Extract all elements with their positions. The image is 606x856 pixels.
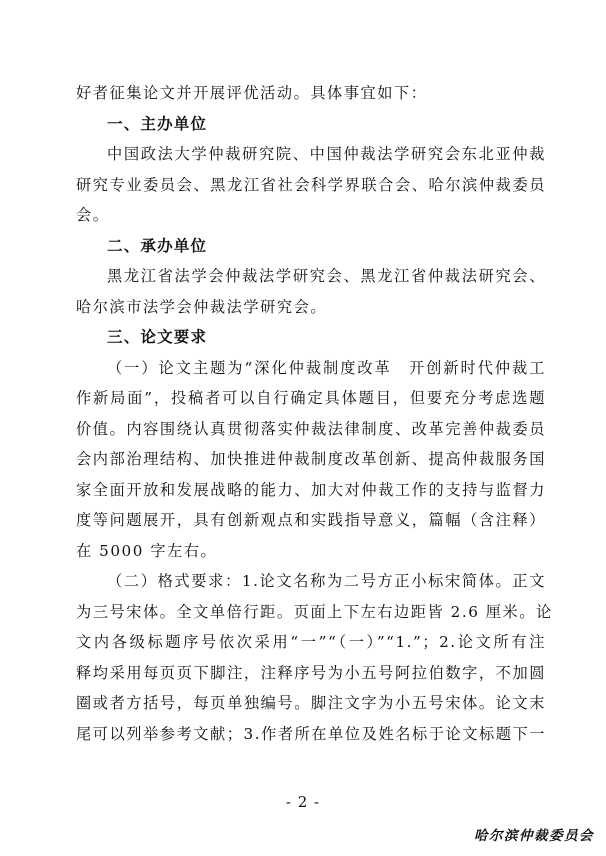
paragraph-line: 为三号宋体。全文单倍行距。页面上下左右边距皆 2.6 厘米。论 [76, 602, 553, 621]
paragraph-line: （一）论文主题为“深化仲裁制度改革 开创新时代仲裁工 [107, 358, 546, 377]
paragraph-line: 会内部治理结构、加快推进仲裁制度改革创新、提高仲裁服务国 [76, 450, 546, 468]
paragraph-line: 中国政法大学仲裁研究院、中国仲裁法学研究会东北亚仲裁 [107, 145, 546, 163]
paragraph-line: 黑龙江省法学会仲裁法学研究会、黑龙江省仲裁法研究会、 [107, 267, 546, 285]
section-heading: 二、承办单位 [107, 236, 208, 255]
paragraph-line: 哈尔滨市法学会仲裁法学研究会。 [76, 297, 328, 316]
paragraph-line: 作新局面”，投稿者可以自行确定具体题目，但要充分考虑选题 [76, 389, 546, 407]
paragraph-line: 在 5000 字左右。 [76, 541, 218, 560]
paragraph-line: 度等问题展开，具有创新观点和实践指导意义，篇幅（含注释） [76, 511, 546, 529]
paragraph-line: 价值。内容围绕认真贯彻落实仲裁法律制度、改革完善仲裁委员 [76, 419, 546, 438]
document-body [76, 78, 553, 749]
section-heading: 三、论文要求 [107, 328, 208, 346]
paragraph-line: 研究专业委员会、黑龙江省社会科学界联合会、哈尔滨仲裁委员 [76, 175, 546, 194]
paragraph-line: 会。 [76, 206, 110, 224]
paragraph-line: 圈或者方括号，每页单独编号。脚注文字为小五号宋体。论文末 [76, 694, 546, 712]
section-heading: 一、主办单位 [107, 114, 208, 133]
paragraph-line: （二）格式要求：1.论文名称为二号方正小标宋简体。正文 [107, 572, 546, 590]
paragraph-line: 好者征集论文并开展评优活动。具体事宜如下： [76, 84, 428, 102]
paragraph-line: 尾可以列举参考文献；3.作者所在单位及姓名标于论文标题下一 [76, 724, 546, 743]
paragraph-line: 释均采用每页页下脚注，注释序号为小五号阿拉伯数字，不加圆 [76, 663, 546, 682]
page-number: - 2 - [285, 793, 321, 811]
paragraph-line: 家全面开放和发展战略的能力、加大对仲裁工作的支持与监督力 [76, 480, 546, 499]
paragraph-line: 文内各级标题序号依次采用“一”“（一）”“1.”；2.论文所有注 [76, 633, 546, 651]
footer-organization-name: 哈尔滨仲裁委员会 [474, 828, 594, 844]
